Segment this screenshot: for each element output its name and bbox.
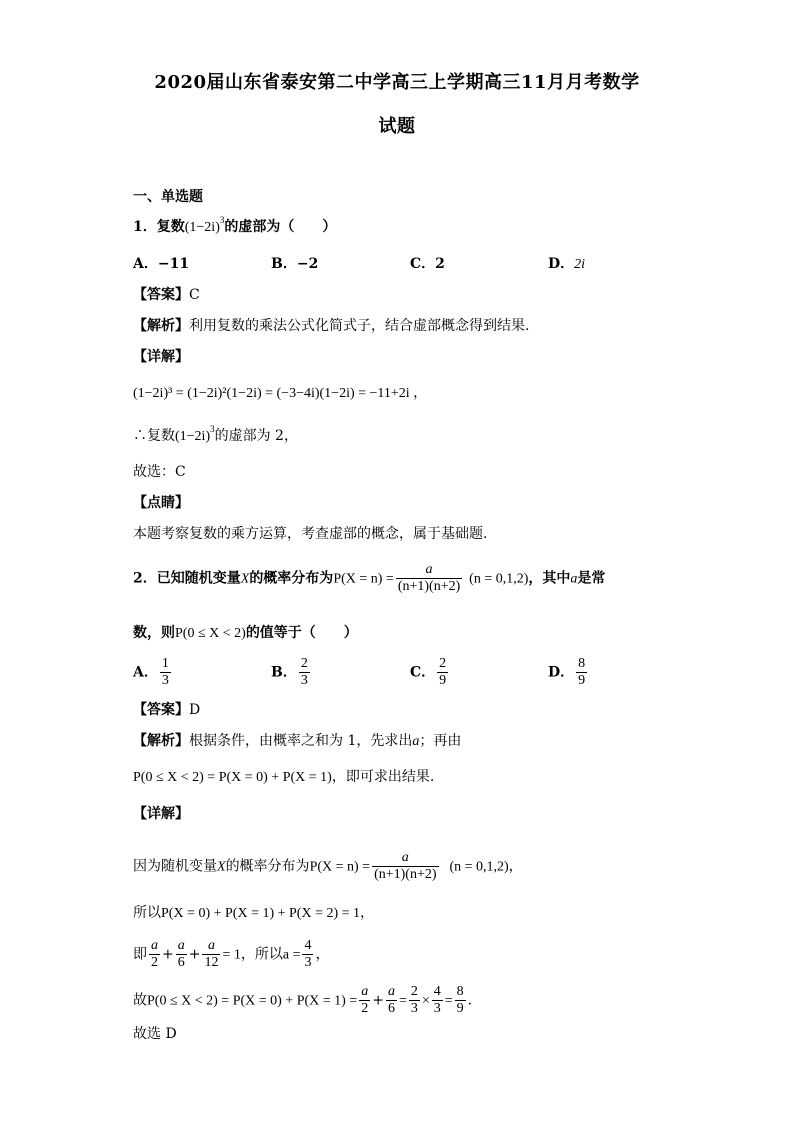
- detail-fraction: [386, 984, 397, 1017]
- option-label: A．: [133, 664, 158, 681]
- detail-fraction: [372, 850, 438, 883]
- q2-analysis-line2: [133, 767, 434, 788]
- frac-numerator: a: [177, 938, 185, 953]
- detail-a-eq: a =: [282, 947, 301, 963]
- q2-detail-tag: 【详解】: [133, 806, 189, 822]
- frac-denominator: (n+1)(n+2): [397, 579, 461, 594]
- analysis-text-b: ；再由: [419, 733, 462, 749]
- q2-fraction: [396, 562, 462, 595]
- q2-detail-line1: [133, 850, 523, 883]
- frac-denominator: 6: [387, 1001, 395, 1016]
- analysis-text-a: 根据条件，由概率之和为 1，先求出: [189, 733, 413, 749]
- answer-tag: 【答案】: [133, 287, 189, 303]
- detail-px: P(X = n) =: [309, 859, 371, 875]
- answer-value: C: [189, 287, 200, 303]
- analysis-text-c: ，即可求出结果.: [331, 769, 435, 785]
- option-value: 2i: [574, 257, 586, 272]
- frac-numerator: a: [207, 938, 215, 953]
- option-fraction: [160, 656, 171, 689]
- option-label: C．: [410, 256, 436, 272]
- detail-text: 故: [133, 992, 147, 1009]
- analysis-text: 利用复数的乘法公式化简式子，结合虚部概念得到结果.: [189, 318, 530, 334]
- detail-fraction: [202, 938, 220, 971]
- detail-range: (n = 0,1,2): [449, 859, 509, 875]
- detail-eq: = 1: [222, 947, 241, 963]
- option-label: D．: [548, 256, 575, 272]
- detail-text: 即: [133, 946, 147, 963]
- frac-numerator: 8: [456, 984, 464, 999]
- q2-stem-c: ，其中: [528, 570, 571, 587]
- q1-choose: 故选：C: [133, 464, 186, 480]
- q1-option-a: [133, 254, 189, 274]
- frac-denominator: 9: [578, 673, 586, 688]
- q2-stem-line2: [133, 623, 358, 644]
- step-prefix: ∴复数: [133, 428, 175, 444]
- frac-denominator: 3: [300, 673, 308, 688]
- q1-expr-exponent: 3: [219, 215, 225, 225]
- q2-stem: [133, 562, 605, 595]
- q2-option-a: [133, 656, 173, 689]
- detail-text: 因为随机变量: [133, 858, 217, 875]
- q1-comment: 本题考察复数的乘方运算，考查虚部的概念，属于基础题.: [133, 526, 488, 542]
- detail-formula: P(0 ≤ X < 2) = P(X = 0) + P(X = 1) =: [147, 993, 358, 1009]
- document-title: 2020届山东省泰安第二中学高三上学期高三11月月考数学: [154, 72, 640, 93]
- detail-fraction: [409, 984, 420, 1017]
- detail-fraction: [359, 984, 370, 1017]
- q1-option-d: [548, 254, 585, 275]
- q2-choose: 故选 D: [133, 1026, 177, 1042]
- detail-end: ，: [508, 858, 523, 875]
- detail-end: ，: [315, 946, 330, 963]
- q2-stem-e: 数，则: [133, 625, 175, 641]
- frac-numerator: 2: [410, 984, 418, 999]
- q2-detail-line3: 即 $\frac{a}{2}$ + $\frac{a}{6}$ + $\frac{a}{12}$ = 1，所以a = $\frac{4}{3}$ ，: [133, 938, 330, 970]
- q2-var-a: a: [570, 571, 578, 587]
- analysis-var: a: [412, 734, 420, 749]
- option-fraction: [576, 656, 587, 689]
- frac-denominator: 6: [177, 955, 185, 970]
- q2-stem-b: 的概率分布为: [249, 570, 334, 587]
- detail-var: X: [217, 859, 226, 875]
- frac-numerator: 2: [300, 656, 308, 671]
- q2-prob: P(0 ≤ X < 2): [175, 626, 246, 641]
- frac-denominator: 3: [410, 1001, 418, 1016]
- frac-denominator: 9: [456, 1001, 464, 1016]
- q2-stem-d: 是常: [577, 570, 606, 587]
- analysis-formula: P(0 ≤ X < 2) = P(X = 0) + P(X = 1): [133, 770, 332, 785]
- detail-times: ×: [421, 993, 430, 1009]
- frac-denominator: 3: [304, 955, 312, 970]
- frac-denominator: 2: [151, 955, 158, 970]
- option-value: 2: [435, 256, 445, 272]
- analysis-tag: 【解析】: [133, 318, 189, 334]
- frac-numerator: a: [151, 938, 158, 953]
- q2-option-c: [410, 656, 450, 689]
- q2-stem-f: 的值等于（ ）: [245, 625, 358, 641]
- q1-step2: [133, 426, 298, 447]
- option-value: −11: [157, 256, 190, 272]
- q2-range: (n = 0,1,2): [469, 571, 529, 587]
- q1-stem: [133, 217, 336, 238]
- option-label: C．: [410, 664, 436, 681]
- frac-numerator: a: [401, 850, 409, 865]
- q1-expr-base: (1−2i): [184, 220, 220, 235]
- detail-end: ，: [360, 905, 375, 921]
- detail-end: .: [467, 992, 473, 1009]
- q2-detail-line4: 故P(0 ≤ X < 2) = P(X = 0) + P(X = 1) = $\frac{a}{2}$ + $\frac{a}{6}$ = $\frac{2}{3}$ × $\frac{4}{3}$ = $\frac{8}{9}$ .: [133, 984, 473, 1016]
- q1-step2-expression: [175, 424, 215, 444]
- analysis-tag: 【解析】: [133, 733, 189, 749]
- detail-fraction: [149, 938, 160, 971]
- q2-option-b: [271, 656, 312, 689]
- frac-numerator: a: [425, 562, 433, 577]
- q1-option-c: [410, 254, 445, 274]
- option-label: D．: [548, 664, 575, 681]
- frac-denominator: (n+1)(n+2): [374, 867, 437, 882]
- q1-expression: [184, 215, 225, 235]
- detail-fraction: [176, 938, 187, 971]
- detail-text: 所以: [133, 905, 161, 921]
- q1-answer: [133, 285, 200, 305]
- q1-stem-suffix: 的虚部为（ ）: [224, 219, 337, 235]
- option-fraction: [299, 656, 310, 689]
- document-title-line2: 试题: [378, 116, 416, 137]
- answer-tag: 【答案】: [133, 702, 189, 718]
- detail-eq: =: [444, 993, 453, 1009]
- q2-px: P(X = n) =: [333, 571, 394, 587]
- q1-stem-prefix: 1．复数: [133, 219, 185, 235]
- detail-fraction: [455, 984, 466, 1017]
- q2-detail-line2: [133, 903, 374, 924]
- detail-text: 的概率分布为: [225, 858, 310, 875]
- detail-fraction: [302, 938, 313, 971]
- option-label: A．: [133, 256, 158, 272]
- q1-option-b: [271, 254, 318, 274]
- expr-exponent: 3: [210, 424, 215, 434]
- frac-numerator: 4: [433, 984, 441, 999]
- q1-step1: (1−2i)³ = (1−2i)²(1−2i) = (−3−4i)(1−2i) = −11+2i ，: [133, 386, 428, 401]
- frac-denominator: 9: [439, 673, 447, 688]
- q1-analysis: [133, 316, 529, 336]
- frac-numerator: 8: [578, 656, 586, 671]
- frac-denominator: 3: [161, 673, 169, 688]
- section-heading: 一、单选题: [133, 189, 203, 205]
- expr-base: (1−2i): [175, 429, 211, 444]
- frac-denominator: 2: [361, 1001, 369, 1016]
- answer-value: D: [189, 702, 201, 718]
- option-label: B．: [271, 664, 297, 681]
- q2-var-x: X: [240, 571, 250, 587]
- detail-formula: P(X = 0) + P(X = 1) + P(X = 2) = 1: [161, 906, 361, 921]
- option-fraction: [437, 656, 448, 689]
- frac-denominator: 3: [433, 1001, 441, 1016]
- q1-comment-tag: 【点睛】: [133, 495, 189, 511]
- option-value: −2: [296, 256, 319, 272]
- q2-analysis: [133, 731, 461, 752]
- frac-numerator: 4: [304, 938, 312, 953]
- frac-numerator: a: [361, 984, 369, 999]
- frac-denominator: 12: [204, 955, 219, 970]
- q2-option-d: [548, 656, 589, 689]
- detail-fraction: [432, 984, 443, 1017]
- step-suffix: 的虚部为 2，: [214, 428, 298, 444]
- frac-numerator: a: [387, 984, 395, 999]
- q1-detail-tag: 【详解】: [133, 349, 189, 365]
- detail-text: ，所以: [240, 946, 283, 963]
- frac-numerator: 2: [439, 656, 447, 671]
- frac-numerator: 1: [161, 656, 169, 671]
- option-label: B．: [271, 256, 297, 272]
- q2-stem-a: 2．已知随机变量: [133, 570, 241, 587]
- q2-answer: [133, 700, 200, 720]
- detail-eq: =: [398, 993, 407, 1009]
